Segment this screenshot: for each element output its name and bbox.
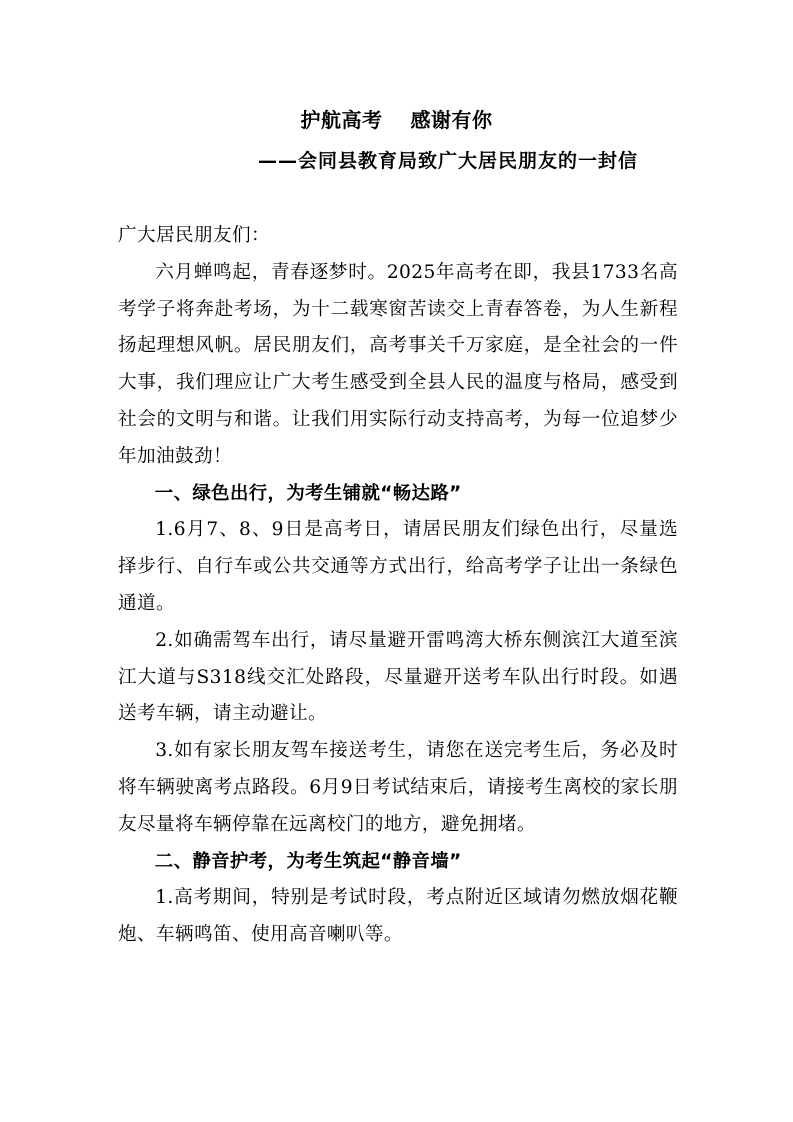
section-heading-quiet-exam: 二、静音护考，为考生筑起“静音墙” — [154, 850, 462, 872]
list-item: 1.6月7、8、9日是高考日，请居民朋友们绿色出行，尽量选择步行、自行车或公共交通等方式出行，给高考学子让出一条绿色通道。 — [118, 519, 678, 614]
list-item: 3.如有家长朋友驾车接送考生，请您在送完考生后，务必及时将车辆驶离考点路段。6月9日考试结束后，请接考生离校的家长朋友尽量将车辆停靠在远离校门的地方，避免拥堵。 — [118, 740, 678, 835]
section-heading-green-travel: 一、绿色出行，为考生铺就“畅达路” — [154, 482, 462, 504]
letter-subtitle: ——会同县教育局致广大居民朋友的一封信 — [258, 150, 639, 172]
list-item: 1.高考期间，特别是考试时段，考点附近区域请勿燃放烟花鞭炮、车辆鸣笛、使用高音喇叭等。 — [118, 887, 678, 946]
letter-body — [118, 218, 678, 954]
letter-title: 护航高考 感谢有你 — [300, 108, 493, 132]
list-item: 2.如确需驾车出行，请尽量避开雷鸣湾大桥东侧滨江大道至滨江大道与S318线交汇处路段，尽量避开送考车队出行时段。如遇送考车辆，请主动避让。 — [118, 629, 678, 725]
salutation: 广大居民朋友们： — [118, 225, 270, 246]
intro-paragraph: 六月蝉鸣起，青春逐梦时。2025年高考在即，我县1733名高考学子将奔赴考场，为十二载寒窗苦读交上青春答卷，为人生新程扬起理想风帆。居民朋友们，高考事关千万家庭，是全社会的一件大事，我们理应让广大考生感受到全县人民的温度与格局，感受到社会的文明与和谐。让我们用实际行动支持高考，为每一位追梦少年加油鼓劲！ — [118, 261, 678, 467]
